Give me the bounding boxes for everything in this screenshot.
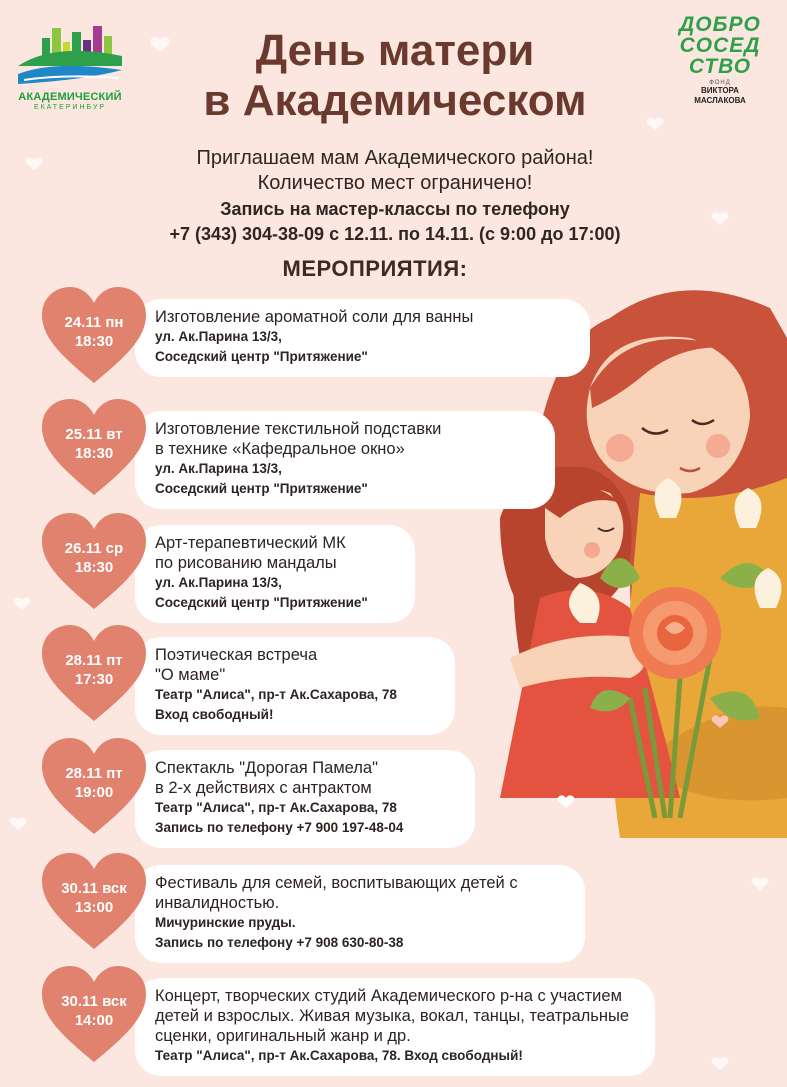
event-title-line: инвалидностью. (155, 894, 280, 912)
event-address-line: Театр "Алиса", пр-т Ак.Сахарова, 78 (155, 687, 397, 702)
event-title-line: в 2-х действиях с антрактом (155, 779, 372, 797)
fund-logo-word-3: СТВО (688, 55, 752, 78)
event-title-line: Изготовление текстильной подставки (155, 420, 442, 438)
event-title-line: детей и взрослых. Живая музыка, вокал, танцы, театральные (155, 1007, 630, 1025)
event-day: 24.11 пн (64, 314, 124, 331)
event-time: 18:30 (74, 333, 114, 350)
event-address-line: Театр "Алиса", пр-т Ак.Сахарова, 78 (155, 800, 397, 815)
event-day: 30.11 вск (61, 993, 127, 1010)
event-date (40, 425, 148, 463)
event-title-line: Фестиваль для семей, воспитывающих детей с (155, 874, 518, 892)
date-heart-badge (40, 851, 148, 951)
event-card (135, 750, 475, 848)
event-day: 28.11 пт (65, 652, 123, 669)
event-card (135, 411, 555, 509)
event-card (135, 978, 655, 1076)
events-heading: МЕРОПРИЯТИЯ: (282, 256, 468, 281)
event-address-line: ул. Ак.Парина 13/3, (155, 329, 282, 344)
event-date (40, 764, 148, 802)
event-date (40, 651, 148, 689)
event-card (135, 299, 590, 377)
date-heart-badge (40, 397, 148, 497)
event-title-line: Арт-терапевтический МК (155, 534, 346, 552)
district-logo (14, 20, 126, 130)
event-day: 26.11 ср (64, 540, 124, 557)
fund-logo-label: ФОНД (709, 80, 731, 86)
event-day: 30.11 вск (61, 880, 127, 897)
event-address-line: ул. Ак.Парина 13/3, (155, 575, 282, 590)
event-card (135, 525, 415, 623)
fund-logo-word-1: ДОБРО (679, 13, 761, 36)
event-title-line: Поэтическая встреча (155, 646, 318, 664)
event-item (40, 736, 600, 851)
event-title-line: Изготовление ароматной соли для ванны (155, 308, 474, 326)
event-date (40, 992, 148, 1030)
district-logo-name: АКАДЕМИЧЕСКИЙ (18, 91, 122, 103)
event-time: 19:00 (74, 784, 114, 801)
event-card (135, 865, 585, 963)
event-item (40, 851, 600, 966)
event-item (40, 511, 600, 626)
fund-logo-name-1: ВИКТОРА (701, 86, 739, 95)
event-title-line: по рисованию мандалы (155, 554, 337, 572)
event-title-line: "О маме" (155, 666, 226, 684)
date-heart-badge (40, 623, 148, 723)
intro-registration: Запись на мастер-классы по телефону (220, 199, 570, 219)
event-title-line: Концерт, творческих студий Академического р-на с участием (155, 987, 622, 1005)
event-item (40, 964, 630, 1079)
event-time: 18:30 (74, 559, 114, 576)
event-address-line: Театр "Алиса", пр-т Ак.Сахарова, 78. Вход свободный! (155, 1048, 523, 1063)
intro-text (80, 146, 710, 246)
event-time: 14:00 (74, 1012, 114, 1029)
event-item (40, 285, 600, 400)
event-title-line: сценки, оригинальный жанр и др. (155, 1027, 411, 1045)
date-heart-badge (40, 285, 148, 385)
event-date (40, 539, 148, 577)
event-time: 13:00 (74, 899, 114, 916)
title-line-1: День матери (255, 26, 535, 75)
fund-logo-name-2: МАСЛАКОВА (694, 96, 746, 105)
event-date (40, 879, 148, 917)
intro-limited: Количество мест ограничено! (257, 172, 533, 194)
event-address-line: Запись по телефону +7 908 630-80-38 (155, 935, 404, 950)
event-day: 25.11 вт (65, 426, 123, 443)
district-logo-icon (14, 20, 126, 90)
event-address-line: Соседский центр "Притяжение" (155, 349, 368, 364)
event-address-line: Запись по телефону +7 900 197-48-04 (155, 820, 404, 835)
event-address-line: Вход свободный! (155, 707, 274, 722)
event-title-line: в технике «Кафедральное окно» (155, 440, 405, 458)
event-card (135, 637, 455, 735)
event-address-line: Мичуринские пруды. (155, 915, 296, 930)
intro-invite: Приглашаем мам Академического района! (196, 147, 594, 169)
intro-phone: +7 (343) 304-38-09 с 12.11. по 14.11. (с 9:00 до 17:00) (169, 224, 621, 244)
title-line-2: в Академическом (203, 76, 587, 125)
fund-logo-word-2: СОСЕД (679, 34, 761, 57)
event-time: 18:30 (74, 445, 114, 462)
date-heart-badge (40, 511, 148, 611)
event-time: 17:30 (74, 671, 114, 688)
district-logo-city: ЕКАТЕРИНБУР (33, 104, 107, 111)
event-date (40, 313, 148, 351)
event-address-line: Соседский центр "Притяжение" (155, 481, 368, 496)
event-address-line: ул. Ак.Парина 13/3, (155, 461, 282, 476)
page-title (130, 26, 660, 126)
event-day: 28.11 пт (65, 765, 123, 782)
date-heart-badge (40, 964, 148, 1064)
fund-logo (672, 14, 768, 134)
event-item (40, 623, 600, 738)
date-heart-badge (40, 736, 148, 836)
event-address-line: Соседский центр "Притяжение" (155, 595, 368, 610)
event-title-line: Спектакль "Дорогая Памела" (155, 759, 378, 777)
event-item (40, 397, 600, 512)
